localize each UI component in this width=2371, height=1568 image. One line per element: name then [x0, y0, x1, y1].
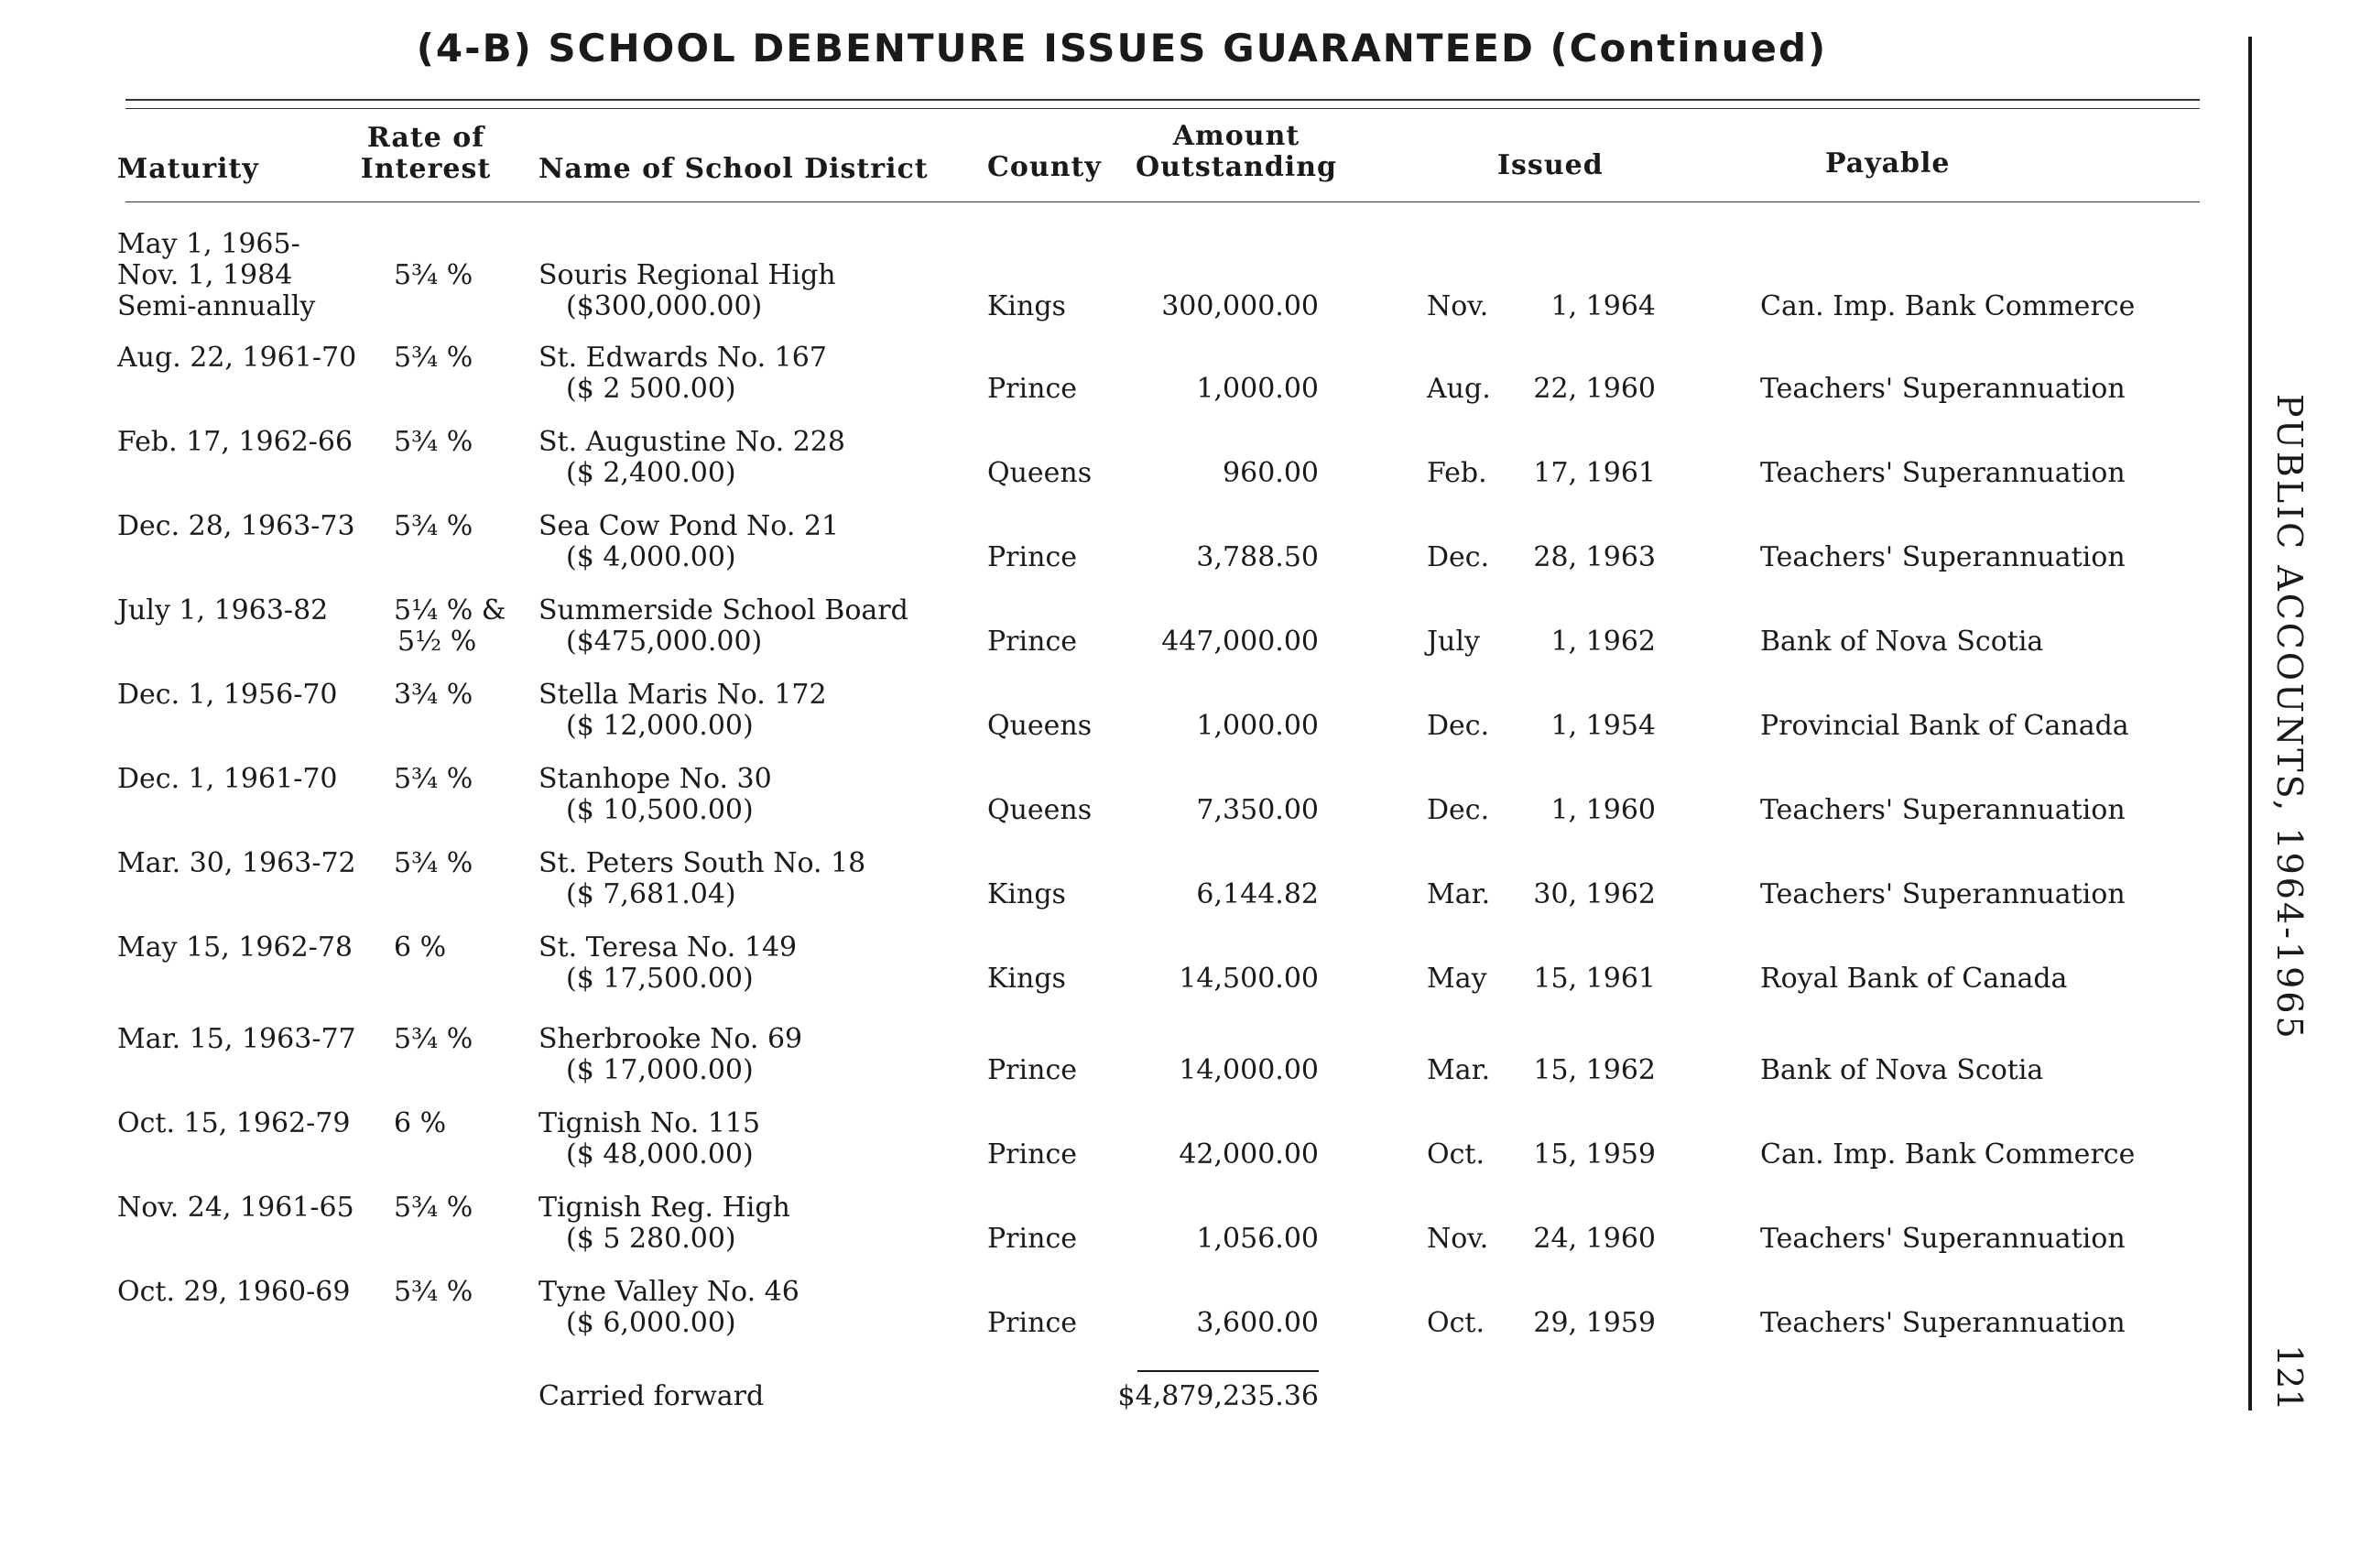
payable-cell: Provincial Bank of Canada	[1760, 710, 2129, 742]
issued-month-cell: Oct.	[1427, 1307, 1485, 1339]
payable-cell: Bank of Nova Scotia	[1760, 626, 2044, 658]
page-edge-rule	[2248, 37, 2252, 1410]
issued-date-cell: 24, 1960	[1533, 1223, 1656, 1255]
original-issue-amount: ($ 17,000.00)	[566, 1054, 754, 1086]
issued-month-cell: Mar.	[1427, 1054, 1491, 1086]
column-header-county: County	[987, 151, 1102, 183]
district-name: St. Augustine No. 228	[538, 426, 845, 458]
maturity-cell: Mar. 15, 1963-77	[117, 1023, 356, 1055]
amount-outstanding-cell: 1,000.00	[1196, 373, 1319, 405]
issued-date-cell: 15, 1962	[1533, 1054, 1656, 1086]
maturity-cell: Mar. 30, 1963-72	[117, 847, 356, 879]
issued-month-cell: Nov.	[1427, 290, 1489, 322]
county-cell: Prince	[987, 626, 1077, 658]
rate-cell: 5¾ %	[394, 259, 473, 291]
payable-cell: Can. Imp. Bank Commerce	[1760, 290, 2136, 322]
district-cell	[538, 511, 839, 573]
county-cell: Prince	[987, 373, 1077, 405]
issued-month-cell: Dec.	[1427, 541, 1490, 573]
district-cell	[538, 1024, 802, 1086]
rate-cell: 6 %	[394, 931, 447, 964]
district-cell	[538, 848, 865, 910]
issued-month-cell: Aug.	[1427, 373, 1491, 405]
rate-cell: 5¾ %	[394, 1276, 473, 1308]
total-rule	[1137, 1370, 1319, 1372]
county-cell: Queens	[987, 710, 1093, 742]
maturity-cell: Dec. 1, 1956-70	[117, 679, 338, 711]
district-name: Sea Cow Pond No. 21	[538, 510, 840, 542]
county-cell: Queens	[987, 794, 1093, 826]
amount-outstanding-cell: 14,500.00	[1179, 963, 1319, 995]
amount-outstanding-cell: 3,788.50	[1196, 541, 1319, 573]
payable-cell: Teachers' Superannuation	[1760, 878, 2126, 910]
rate-cell: 5¾ %	[394, 510, 473, 542]
rate-cell: 5¾ %	[394, 763, 473, 795]
column-header-rate: Rate of Interest	[360, 122, 492, 185]
county-cell: Prince	[987, 1223, 1077, 1255]
district-name: Souris Regional High	[538, 259, 836, 291]
issued-date-cell: 1, 1964	[1550, 290, 1656, 322]
maturity-cell: Dec. 1, 1961-70	[117, 763, 338, 795]
county-cell: Kings	[987, 290, 1066, 322]
maturity-cell: July 1, 1963-82	[117, 594, 329, 626]
district-cell	[538, 764, 772, 826]
district-cell	[538, 343, 827, 405]
amount-outstanding-cell: 42,000.00	[1179, 1138, 1319, 1171]
rate-cell: 5¼ % & 5½ %	[394, 594, 506, 658]
payable-cell: Teachers' Superannuation	[1760, 794, 2126, 826]
amount-outstanding-cell: 14,000.00	[1179, 1054, 1319, 1086]
amount-outstanding-cell: 447,000.00	[1161, 626, 1319, 658]
original-issue-amount: ($ 10,500.00)	[566, 794, 754, 826]
side-caption: PUBLIC ACCOUNTS, 1964-1965	[2269, 394, 2310, 1041]
issued-date-cell: 15, 1961	[1533, 963, 1656, 995]
maturity-cell: Nov. 24, 1961-65	[117, 1192, 354, 1224]
amount-outstanding-cell: 7,350.00	[1196, 794, 1319, 826]
district-cell	[538, 1192, 790, 1255]
county-cell: Prince	[987, 1138, 1077, 1171]
original-issue-amount: ($ 48,000.00)	[566, 1138, 754, 1171]
district-name: Sherbrooke No. 69	[538, 1023, 803, 1055]
issued-date-cell: 30, 1962	[1533, 878, 1656, 910]
district-name: Summerside School Board	[538, 594, 908, 626]
rate-cell: 5¾ %	[394, 1192, 473, 1224]
payable-cell: Can. Imp. Bank Commerce	[1760, 1138, 2136, 1171]
payable-cell: Teachers' Superannuation	[1760, 373, 2126, 405]
maturity-cell: Oct. 15, 1962-79	[117, 1107, 351, 1139]
district-name: Tignish Reg. High	[538, 1192, 790, 1224]
issued-month-cell: Nov.	[1427, 1223, 1489, 1255]
page-number: 121	[2269, 1345, 2310, 1411]
original-issue-amount: ($ 2 500.00)	[566, 373, 736, 405]
district-cell	[538, 932, 797, 995]
rate-cell: 6 %	[394, 1107, 447, 1139]
issued-month-cell: Oct.	[1427, 1138, 1485, 1171]
header-rule-top	[125, 99, 2200, 101]
issued-date-cell: 1, 1954	[1550, 710, 1656, 742]
maturity-cell: Aug. 22, 1961-70	[117, 342, 357, 374]
issued-date-cell: 17, 1961	[1533, 457, 1656, 489]
column-header-payable: Payable	[1825, 147, 1951, 180]
maturity-cell: Feb. 17, 1962-66	[117, 426, 353, 458]
county-cell: Prince	[987, 541, 1077, 573]
county-cell: Kings	[987, 963, 1066, 995]
original-issue-amount: ($ 12,000.00)	[566, 710, 754, 742]
carried-forward-label: Carried forward	[538, 1380, 765, 1412]
payable-cell: Teachers' Superannuation	[1760, 1307, 2126, 1339]
amount-outstanding-cell: 300,000.00	[1161, 290, 1319, 322]
county-cell: Prince	[987, 1054, 1077, 1086]
district-name: St. Teresa No. 149	[538, 931, 798, 964]
rate-cell: 5¾ %	[394, 847, 473, 879]
original-issue-amount: ($475,000.00)	[566, 626, 763, 658]
original-issue-amount: ($ 7,681.04)	[566, 878, 736, 910]
amount-outstanding-cell: 1,000.00	[1196, 710, 1319, 742]
issued-month-cell: Dec.	[1427, 794, 1490, 826]
issued-date-cell: 29, 1959	[1533, 1307, 1656, 1339]
original-issue-amount: ($ 5 280.00)	[566, 1223, 736, 1255]
district-cell	[538, 680, 827, 742]
issued-month-cell: Mar.	[1427, 878, 1491, 910]
issued-month-cell: Dec.	[1427, 710, 1490, 742]
issued-month-cell: May	[1427, 963, 1487, 995]
original-issue-amount: ($ 4,000.00)	[566, 541, 736, 573]
issued-date-cell: 1, 1960	[1550, 794, 1656, 826]
column-header-maturity: Maturity	[117, 153, 259, 185]
district-name: Stella Maris No. 172	[538, 679, 827, 711]
amount-outstanding-cell: 1,056.00	[1196, 1223, 1319, 1255]
page-title: (4-B) SCHOOL DEBENTURE ISSUES GUARANTEED (Continued)	[416, 26, 1828, 71]
district-name: St. Edwards No. 167	[538, 342, 827, 374]
original-issue-amount: ($300,000.00)	[566, 290, 763, 322]
payable-cell: Teachers' Superannuation	[1760, 1223, 2126, 1255]
amount-outstanding-cell: 6,144.82	[1196, 878, 1319, 910]
issued-month-cell: Feb.	[1427, 457, 1487, 489]
payable-cell: Bank of Nova Scotia	[1760, 1054, 2044, 1086]
amount-outstanding-cell: 960.00	[1223, 457, 1319, 489]
column-header-amount: Amount Outstanding	[1136, 120, 1337, 183]
county-cell: Kings	[987, 878, 1066, 910]
issued-date-cell: 22, 1960	[1533, 373, 1656, 405]
issued-date-cell: 1, 1962	[1550, 626, 1656, 658]
issued-date-cell: 28, 1963	[1533, 541, 1656, 573]
original-issue-amount: ($ 17,500.00)	[566, 963, 754, 995]
district-cell	[538, 595, 908, 658]
column-header-issued: Issued	[1497, 149, 1604, 181]
original-issue-amount: ($ 2,400.00)	[566, 457, 736, 489]
district-name: St. Peters South No. 18	[538, 847, 866, 879]
header-rule-bottom	[125, 201, 2200, 202]
district-name: Tignish No. 115	[538, 1107, 761, 1139]
header-rule-top-thin	[125, 108, 2200, 109]
maturity-cell: May 15, 1962-78	[117, 931, 353, 964]
maturity-cell: Oct. 29, 1960-69	[117, 1276, 351, 1308]
district-cell	[538, 427, 845, 489]
rate-cell: 5¾ %	[394, 1023, 473, 1055]
payable-cell: Royal Bank of Canada	[1760, 963, 2068, 995]
maturity-cell: Dec. 28, 1963-73	[117, 510, 355, 542]
district-name: Stanhope No. 30	[538, 763, 772, 795]
payable-cell: Teachers' Superannuation	[1760, 541, 2126, 573]
issued-date-cell: 15, 1959	[1533, 1138, 1656, 1171]
rate-cell: 5¾ %	[394, 426, 473, 458]
amount-outstanding-cell: 3,600.00	[1196, 1307, 1319, 1339]
district-cell	[538, 1108, 760, 1171]
column-header-district: Name of School District	[538, 153, 929, 185]
district-cell	[538, 1277, 799, 1339]
payable-cell: Teachers' Superannuation	[1760, 457, 2126, 489]
county-cell: Prince	[987, 1307, 1077, 1339]
original-issue-amount: ($ 6,000.00)	[566, 1307, 736, 1339]
county-cell: Queens	[987, 457, 1093, 489]
district-cell	[538, 260, 836, 322]
issued-month-cell: July	[1427, 626, 1480, 658]
rate-cell: 3¾ %	[394, 679, 473, 711]
rate-cell: 5¾ %	[394, 342, 473, 374]
district-name: Tyne Valley No. 46	[538, 1276, 799, 1308]
carried-forward-total: $4,879,235.36	[1117, 1380, 1319, 1412]
maturity-cell: May 1, 1965- Nov. 1, 1984 Semi-annually	[117, 228, 316, 322]
